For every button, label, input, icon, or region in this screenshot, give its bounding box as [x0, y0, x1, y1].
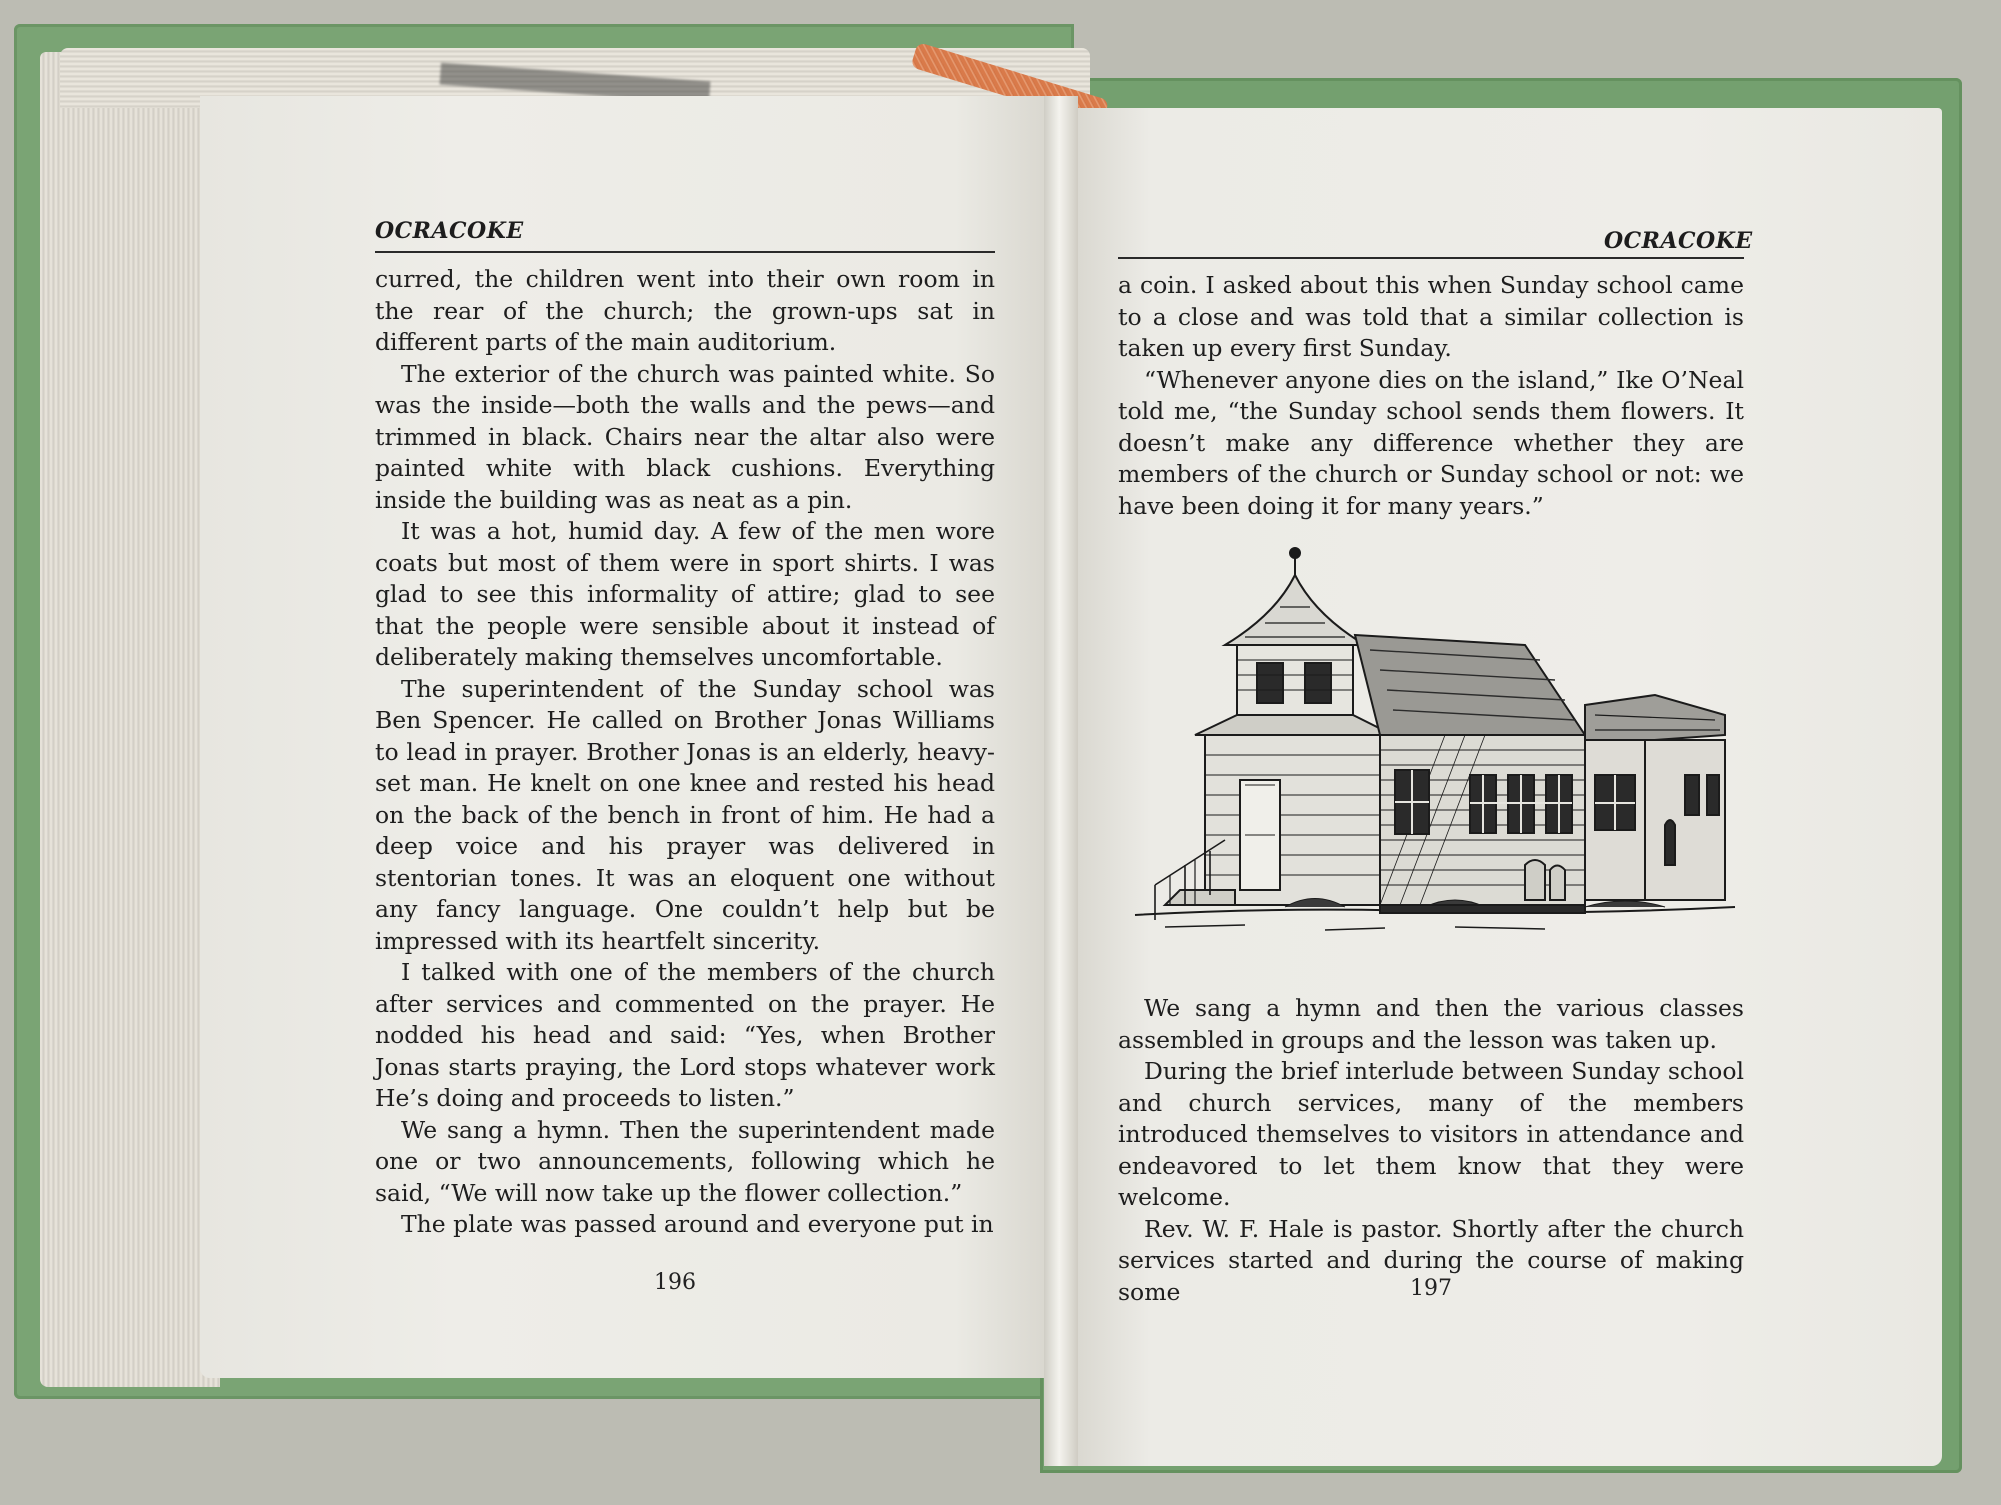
right-head-rule	[1118, 257, 1744, 259]
right-paragraph: During the brief interlude between Sunday school and church services, many of the members introduced themselves to visitors in attendance and endeavored to let them know that they were welcome.	[1118, 1057, 1744, 1211]
left-paragraph: It was a hot, humid day. A few of the men wore coats but most of them were in sport shirts. I was glad to see this informality of attire; glad to see that the people were sensible about it instead of deliberately making themselves uncomfortable.	[375, 517, 995, 671]
left-paragraph: The exterior of the church was painted white. So was the inside—both the walls and the pews—and trimmed in black. Chairs near the altar also were painted white with black cushions. Everything inside the building was as neat as a pin.	[375, 359, 995, 514]
left-paragraph: The superintendent of the Sunday school was Ben Spencer. He called on Brother Jonas Williams to lead in prayer. Brother Jonas is an elderly, heavy-set man. He knelt on one knee and rested his head on the back of the bench in front of him. He had a deep voice and his prayer was delivered in stentorian tones. It was an eloquent one without any fancy language. One couldn’t help but be impressed with its heartfelt sincerity.	[375, 674, 995, 955]
right-paragraph: We sang a hymn and then the various classes assembled in groups and the lesson was taken up.	[1118, 994, 1744, 1054]
left-running-head: OCRACOKE	[375, 218, 524, 244]
left-body-text	[375, 264, 995, 1241]
left-paragraph: I talked with one of the members of the church after services and commented on the prayer. He nodded his head and said: “Yes, when Brother Jonas starts praying, the Lord stops whatever work He’s doing and proceeds to listen.”	[375, 958, 995, 1112]
left-page-number: 196	[654, 1270, 696, 1295]
page-block-edges	[40, 52, 220, 1387]
right-paragraph: Rev. W. F. Hale is pastor. Shortly after the church services started and during the course of making some	[1118, 1214, 1744, 1306]
book-gutter	[1044, 96, 1078, 1466]
left-head-rule	[375, 251, 995, 253]
left-paragraph: curred, the children went into their own room in the rear of the church; the grown-ups sat in different parts of the main auditorium.	[375, 265, 995, 356]
left-paragraph: We sang a hymn. Then the superintendent made one or two announcements, following which he said, “We will now take up the flower collection.”	[375, 1115, 995, 1207]
right-body-text-bottom	[1118, 993, 1744, 1308]
right-paragraph: “Whenever anyone dies on the island,” Ike O’Neal told me, “the Sunday school sends them flowers. It doesn’t make any difference whether they are members of the church or Sunday school or not: we have been doing it for many years.”	[1118, 365, 1744, 520]
right-running-head: OCRACOKE	[1604, 228, 1753, 254]
left-paragraph: The plate was passed around and everyone put in	[401, 1210, 994, 1238]
right-paragraph: a coin. I asked about this when Sunday school came to a close and was told that a similar collection is taken up every first Sunday.	[1118, 271, 1744, 362]
church-illustration	[1125, 535, 1745, 975]
right-body-text-top	[1118, 270, 1744, 522]
right-page-number: 197	[1410, 1276, 1452, 1301]
